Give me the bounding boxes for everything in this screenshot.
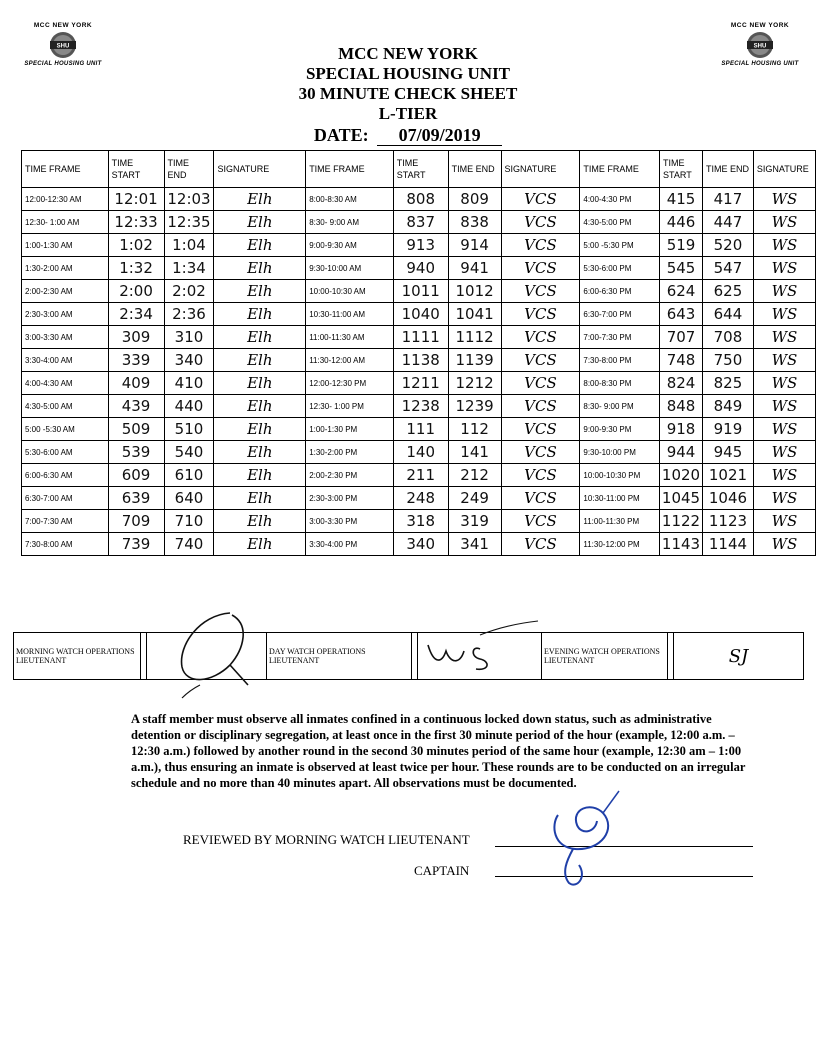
table-row — [22, 349, 816, 372]
table-row — [22, 257, 816, 280]
time-start-cell: 1238 — [393, 395, 448, 418]
time-start-cell: 609 — [108, 464, 164, 487]
time-frame-cell: 6:30-7:00 PM — [580, 303, 660, 326]
time-start-cell: 1143 — [660, 533, 703, 556]
time-start-cell: 739 — [108, 533, 164, 556]
table-row — [22, 533, 816, 556]
time-end-cell: 447 — [703, 211, 754, 234]
time-start-cell: 918 — [660, 418, 703, 441]
signature-cell: WS — [753, 326, 815, 349]
time-start-cell: 848 — [660, 395, 703, 418]
time-start-cell: 709 — [108, 510, 164, 533]
sheet-header — [0, 44, 816, 146]
date-label: DATE: — [313, 125, 369, 145]
time-start-cell: 748 — [660, 349, 703, 372]
time-start-cell: 1045 — [660, 487, 703, 510]
time-frame-cell: 5:00 -5:30 AM — [22, 418, 109, 441]
time-frame-cell: 6:00-6:30 AM — [22, 464, 109, 487]
time-start-cell: 837 — [393, 211, 448, 234]
signature-cell: Elh — [214, 395, 306, 418]
column-header: TIME FRAME — [306, 151, 394, 188]
time-end-cell: 1041 — [448, 303, 501, 326]
time-frame-cell: 1:00-1:30 AM — [22, 234, 109, 257]
time-frame-cell: 10:00-10:30 AM — [306, 280, 394, 303]
time-end-cell: 520 — [703, 234, 754, 257]
time-frame-cell: 10:30-11:00 AM — [306, 303, 394, 326]
time-start-cell: 2:00 — [108, 280, 164, 303]
instruction-paragraph: A staff member must observe all inmates confined in a continuous locked down status, such as administrative detention or disciplinary segregation, at least once in the first 30 minute period of the hour (example, 12:00 a.m. – 12:30 a.m.) followed by another round in the second 30 minutes period of the same hour (example, 12:30 am – 1:00 a.m.), thus ensuring an inmate is observed at least twice per hour. These rounds are to be conducted on an irregular schedule and no more than 40 minutes apart. All observations must be documented. — [131, 712, 746, 790]
time-frame-cell: 12:30- 1:00 PM — [306, 395, 394, 418]
signature-cell: WS — [753, 464, 815, 487]
column-header: SIGNATURE — [501, 151, 580, 188]
table-row — [22, 487, 816, 510]
time-end-cell: 310 — [164, 326, 214, 349]
table-row — [22, 418, 816, 441]
signature-cell: VCS — [501, 234, 580, 257]
table-row — [22, 188, 816, 211]
logo-top-text: MCC NEW YORK — [730, 22, 790, 29]
time-start-cell: 808 — [393, 188, 448, 211]
signature-cell: VCS — [501, 280, 580, 303]
signature-cell: WS — [753, 510, 815, 533]
time-frame-cell: 11:00-11:30 PM — [580, 510, 660, 533]
time-frame-cell: 7:30-8:00 AM — [22, 533, 109, 556]
time-end-cell: 1021 — [703, 464, 754, 487]
time-frame-cell: 3:30-4:00 PM — [306, 533, 394, 556]
time-start-cell: 1211 — [393, 372, 448, 395]
signature-cell: Elh — [214, 188, 306, 211]
time-frame-cell: 4:00-4:30 PM — [580, 188, 660, 211]
time-end-cell: 1112 — [448, 326, 501, 349]
time-end-cell: 1:34 — [164, 257, 214, 280]
signature-cell: WS — [753, 395, 815, 418]
logo-bottom-text: SPECIAL HOUSING UNIT — [24, 61, 102, 67]
time-start-cell: 446 — [660, 211, 703, 234]
time-end-cell: 750 — [703, 349, 754, 372]
time-end-cell: 640 — [164, 487, 214, 510]
time-frame-cell: 2:30-3:00 AM — [22, 303, 109, 326]
time-end-cell: 112 — [448, 418, 501, 441]
time-frame-cell: 8:30- 9:00 PM — [580, 395, 660, 418]
table-row — [22, 441, 816, 464]
signature-cell: WS — [753, 418, 815, 441]
time-end-cell: 212 — [448, 464, 501, 487]
reviewed-by-label: REVIEWED BY MORNING WATCH LIEUTENANT — [183, 832, 470, 847]
time-start-cell: 318 — [393, 510, 448, 533]
time-frame-cell: 10:30-11:00 PM — [580, 487, 660, 510]
table-row — [22, 211, 816, 234]
time-end-cell: 1239 — [448, 395, 501, 418]
table-row — [22, 234, 816, 257]
column-header: TIME END — [164, 151, 214, 188]
time-frame-cell: 1:30-2:00 PM — [306, 441, 394, 464]
signature-cell: Elh — [214, 533, 306, 556]
signature-cell: Elh — [214, 372, 306, 395]
signature-cell: Elh — [214, 234, 306, 257]
column-header: TIME START — [660, 151, 703, 188]
time-end-cell: 914 — [448, 234, 501, 257]
time-end-cell: 919 — [703, 418, 754, 441]
time-start-cell: 539 — [108, 441, 164, 464]
time-end-cell: 825 — [703, 372, 754, 395]
check-table — [21, 150, 816, 556]
header-unit: SPECIAL HOUSING UNIT — [305, 64, 511, 83]
time-end-cell: 708 — [703, 326, 754, 349]
signature-cell: VCS — [501, 303, 580, 326]
signature-cell: VCS — [501, 349, 580, 372]
time-end-cell: 1212 — [448, 372, 501, 395]
logo-top-text: MCC NEW YORK — [33, 22, 93, 29]
signature-cell: VCS — [501, 188, 580, 211]
signature-cell: WS — [753, 211, 815, 234]
time-start-cell: 940 — [393, 257, 448, 280]
reviewer-signature-scribble — [543, 785, 633, 890]
time-frame-cell: 1:00-1:30 PM — [306, 418, 394, 441]
time-frame-cell: 5:30-6:00 PM — [580, 257, 660, 280]
time-frame-cell: 3:30-4:00 AM — [22, 349, 109, 372]
time-start-cell: 2:34 — [108, 303, 164, 326]
date-row — [0, 125, 816, 146]
captain-label: CAPTAIN — [414, 863, 470, 878]
time-end-cell: 644 — [703, 303, 754, 326]
time-frame-cell: 2:30-3:00 PM — [306, 487, 394, 510]
time-frame-cell: 10:00-10:30 PM — [580, 464, 660, 487]
time-start-cell: 211 — [393, 464, 448, 487]
logo-bottom-text: SPECIAL HOUSING UNIT — [721, 61, 799, 67]
time-frame-cell: 5:00 -5:30 PM — [580, 234, 660, 257]
time-frame-cell: 9:00-9:30 PM — [580, 418, 660, 441]
time-start-cell: 1011 — [393, 280, 448, 303]
time-frame-cell: 5:30-6:00 AM — [22, 441, 109, 464]
time-frame-cell: 2:00-2:30 AM — [22, 280, 109, 303]
table-row — [22, 326, 816, 349]
evening-watch-label: EVENING WATCH OPERATIONS LIEUTENANT — [542, 633, 668, 680]
signature-cell: Elh — [214, 487, 306, 510]
day-signature-scribble — [420, 615, 540, 675]
time-frame-cell: 9:30-10:00 PM — [580, 441, 660, 464]
signature-cell: WS — [753, 234, 815, 257]
time-start-cell: 1040 — [393, 303, 448, 326]
signature-cell: Elh — [214, 257, 306, 280]
time-start-cell: 309 — [108, 326, 164, 349]
signature-cell: Elh — [214, 464, 306, 487]
time-frame-cell: 8:30- 9:00 AM — [306, 211, 394, 234]
time-frame-cell: 11:30-12:00 AM — [306, 349, 394, 372]
time-start-cell: 1020 — [660, 464, 703, 487]
morning-watch-label: MORNING WATCH OPERATIONS LIEUTENANT — [14, 633, 141, 680]
time-frame-cell: 1:30-2:00 AM — [22, 257, 109, 280]
time-end-cell: 1012 — [448, 280, 501, 303]
time-frame-cell: 3:00-3:30 AM — [22, 326, 109, 349]
time-end-cell: 141 — [448, 441, 501, 464]
time-start-cell: 509 — [108, 418, 164, 441]
morning-signature-scribble — [160, 605, 270, 700]
watch-signature-table — [13, 632, 804, 680]
time-start-cell: 1138 — [393, 349, 448, 372]
signature-cell: VCS — [501, 372, 580, 395]
time-start-cell: 824 — [660, 372, 703, 395]
time-start-cell: 944 — [660, 441, 703, 464]
svg-text:SHU: SHU — [753, 43, 767, 50]
time-start-cell: 1:02 — [108, 234, 164, 257]
time-end-cell: 809 — [448, 188, 501, 211]
signature-cell: VCS — [501, 464, 580, 487]
signature-cell: Elh — [214, 510, 306, 533]
day-watch-label: DAY WATCH OPERATIONS LIEUTENANT — [267, 633, 412, 680]
time-end-cell: 440 — [164, 395, 214, 418]
time-start-cell: 140 — [393, 441, 448, 464]
time-frame-cell: 12:00-12:30 AM — [22, 188, 109, 211]
signature-cell: VCS — [501, 510, 580, 533]
column-header: SIGNATURE — [214, 151, 306, 188]
time-end-cell: 2:02 — [164, 280, 214, 303]
time-end-cell: 610 — [164, 464, 214, 487]
time-start-cell: 643 — [660, 303, 703, 326]
signature-cell: VCS — [501, 257, 580, 280]
time-end-cell: 341 — [448, 533, 501, 556]
time-start-cell: 248 — [393, 487, 448, 510]
time-start-cell: 519 — [660, 234, 703, 257]
time-end-cell: 941 — [448, 257, 501, 280]
time-frame-cell: 4:00-4:30 AM — [22, 372, 109, 395]
signature-cell: WS — [753, 349, 815, 372]
time-frame-cell: 9:00-9:30 AM — [306, 234, 394, 257]
signature-cell: Elh — [214, 211, 306, 234]
time-end-cell: 849 — [703, 395, 754, 418]
time-frame-cell: 11:30-12:00 PM — [580, 533, 660, 556]
time-frame-cell: 2:00-2:30 PM — [306, 464, 394, 487]
column-header: TIME END — [703, 151, 754, 188]
time-end-cell: 417 — [703, 188, 754, 211]
time-start-cell: 409 — [108, 372, 164, 395]
signature-cell: Elh — [214, 418, 306, 441]
signature-cell: Elh — [214, 303, 306, 326]
time-start-cell: 415 — [660, 188, 703, 211]
table-body — [22, 188, 816, 556]
time-frame-cell: 11:00-11:30 AM — [306, 326, 394, 349]
signature-cell: Elh — [214, 349, 306, 372]
signature-cell: Elh — [214, 280, 306, 303]
time-frame-cell: 4:30-5:00 PM — [580, 211, 660, 234]
signature-cell: WS — [753, 533, 815, 556]
table-row — [22, 372, 816, 395]
time-end-cell: 1139 — [448, 349, 501, 372]
column-header: TIME START — [108, 151, 164, 188]
time-frame-cell: 12:30- 1:00 AM — [22, 211, 109, 234]
time-start-cell: 339 — [108, 349, 164, 372]
signature-cell: WS — [753, 188, 815, 211]
time-start-cell: 340 — [393, 533, 448, 556]
time-frame-cell: 9:30-10:00 AM — [306, 257, 394, 280]
time-end-cell: 1144 — [703, 533, 754, 556]
time-start-cell: 1122 — [660, 510, 703, 533]
header-tier: L-TIER — [378, 104, 438, 123]
signature-cell: WS — [753, 441, 815, 464]
time-frame-cell: 3:00-3:30 PM — [306, 510, 394, 533]
time-frame-cell: 7:00-7:30 PM — [580, 326, 660, 349]
time-end-cell: 1:04 — [164, 234, 214, 257]
time-end-cell: 1123 — [703, 510, 754, 533]
time-frame-cell: 8:00-8:30 PM — [580, 372, 660, 395]
table-row — [22, 303, 816, 326]
time-start-cell: 12:01 — [108, 188, 164, 211]
time-end-cell: 2:36 — [164, 303, 214, 326]
time-frame-cell: 6:30-7:00 AM — [22, 487, 109, 510]
time-start-cell: 439 — [108, 395, 164, 418]
time-end-cell: 410 — [164, 372, 214, 395]
time-end-cell: 710 — [164, 510, 214, 533]
signature-cell: VCS — [501, 326, 580, 349]
column-header: TIME END — [448, 151, 501, 188]
svg-text:SHU: SHU — [56, 43, 70, 50]
time-end-cell: 740 — [164, 533, 214, 556]
signature-cell: Elh — [214, 441, 306, 464]
time-end-cell: 319 — [448, 510, 501, 533]
time-end-cell: 340 — [164, 349, 214, 372]
time-start-cell: 12:33 — [108, 211, 164, 234]
time-start-cell: 707 — [660, 326, 703, 349]
time-end-cell: 945 — [703, 441, 754, 464]
time-start-cell: 111 — [393, 418, 448, 441]
header-facility: MCC NEW YORK — [338, 44, 478, 63]
time-end-cell: 12:35 — [164, 211, 214, 234]
time-end-cell: 625 — [703, 280, 754, 303]
date-value: 07/09/2019 — [377, 125, 502, 146]
signature-cell: WS — [753, 303, 815, 326]
column-header: TIME START — [393, 151, 448, 188]
time-start-cell: 913 — [393, 234, 448, 257]
header-sheet-title: 30 MINUTE CHECK SHEET — [298, 84, 518, 103]
time-end-cell: 510 — [164, 418, 214, 441]
table-row — [22, 464, 816, 487]
table-row — [22, 280, 816, 303]
signature-cell: WS — [753, 280, 815, 303]
table-row — [22, 395, 816, 418]
signature-cell: VCS — [501, 441, 580, 464]
signature-cell: WS — [753, 257, 815, 280]
time-end-cell: 249 — [448, 487, 501, 510]
signature-cell: WS — [753, 372, 815, 395]
column-header: TIME FRAME — [580, 151, 660, 188]
time-end-cell: 540 — [164, 441, 214, 464]
time-frame-cell: 12:00-12:30 PM — [306, 372, 394, 395]
signature-cell: VCS — [501, 395, 580, 418]
signature-cell: WS — [753, 487, 815, 510]
time-start-cell: 1111 — [393, 326, 448, 349]
time-end-cell: 1046 — [703, 487, 754, 510]
time-start-cell: 1:32 — [108, 257, 164, 280]
time-frame-cell: 7:00-7:30 AM — [22, 510, 109, 533]
table-header-row — [22, 151, 816, 188]
signature-cell: VCS — [501, 487, 580, 510]
time-end-cell: 838 — [448, 211, 501, 234]
time-frame-cell: 7:30-8:00 PM — [580, 349, 660, 372]
signature-cell: VCS — [501, 211, 580, 234]
time-end-cell: 547 — [703, 257, 754, 280]
time-start-cell: 545 — [660, 257, 703, 280]
evening-watch-initials: SJ — [674, 633, 804, 680]
column-header: TIME FRAME — [22, 151, 109, 188]
time-end-cell: 12:03 — [164, 188, 214, 211]
watch-row — [14, 633, 804, 680]
column-header: SIGNATURE — [753, 151, 815, 188]
time-frame-cell: 6:00-6:30 PM — [580, 280, 660, 303]
time-frame-cell: 8:00-8:30 AM — [306, 188, 394, 211]
time-start-cell: 624 — [660, 280, 703, 303]
time-frame-cell: 4:30-5:00 AM — [22, 395, 109, 418]
signature-cell: VCS — [501, 533, 580, 556]
table-row — [22, 510, 816, 533]
signature-cell: VCS — [501, 418, 580, 441]
signature-cell: Elh — [214, 326, 306, 349]
time-start-cell: 639 — [108, 487, 164, 510]
